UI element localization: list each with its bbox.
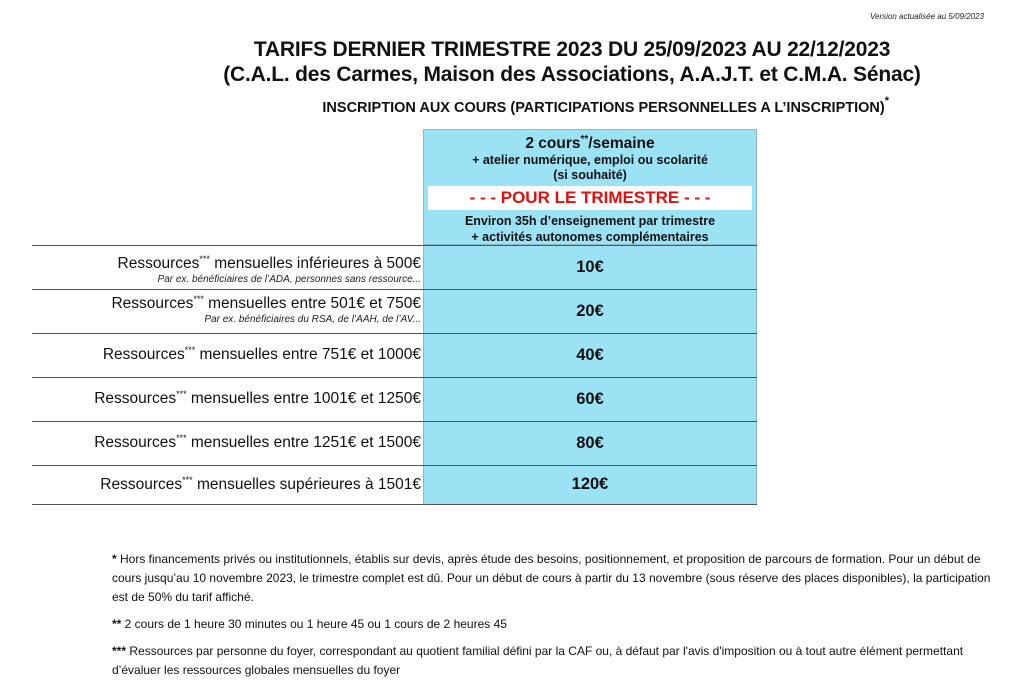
row-price: 80€ xyxy=(423,422,757,465)
row-label: Ressources*** mensuelles entre 501€ et 750€ Par ex. bénéficiaires du RSA, de l’AAH, de l’AV... xyxy=(111,294,421,325)
footnote: ** 2 cours de 1 heure 30 minutes ou 1 heure 45 ou 1 cours de 2 heures 45 xyxy=(112,617,507,631)
row-label: Ressources*** mensuelles supérieures à 1501€ xyxy=(100,475,421,494)
table-row xyxy=(32,334,757,378)
column-header-sub2: (si souhaité) xyxy=(553,168,627,182)
row-price: 120€ xyxy=(423,466,757,504)
main-title: TARIFS DERNIER TRIMESTRE 2023 DU 25/09/2023 AU 22/12/2023 xyxy=(253,38,891,61)
column-header xyxy=(423,129,757,245)
column-header-sub3: Environ 35h d’enseignement par trimestre xyxy=(464,214,716,228)
footnote: * Hors financements privés ou institutionnels, établis sur devis, après étude des besoins, positionnement, et proposition de parcours de formation. Pour un début de cours jusqu’au 10 novembre 2023, le trimestre complet est dû. Pour un début de cours à partir du 13 novembre (sous réserve des places disponibles), la participation est de 50% du tarif affiché. xyxy=(112,552,991,604)
version-note: Version actualisée au 5/09/2023 xyxy=(869,12,984,21)
section-title: INSCRIPTION AUX COURS (PARTICIPATIONS PERSONNELLES A L’INSCRIPTION)* xyxy=(322,95,889,116)
row-label: Ressources*** mensuelles entre 1001€ et 1250€ xyxy=(94,389,421,408)
column-header-sub1: + atelier numérique, emploi ou scolarité xyxy=(472,153,708,167)
trimester-band: - - - POUR LE TRIMESTRE - - - xyxy=(428,186,752,210)
row-label: Ressources*** mensuelles entre 751€ et 1000€ xyxy=(102,345,421,364)
row-price: 40€ xyxy=(423,334,757,377)
table-row xyxy=(32,290,757,334)
table-row xyxy=(32,245,757,290)
table-row xyxy=(32,422,757,466)
row-price: 10€ xyxy=(423,246,757,289)
row-sublabel: Par ex. bénéficiaires du RSA, de l’AAH, de l’AV... xyxy=(204,314,421,325)
row-price: 20€ xyxy=(423,290,757,333)
column-header-sub4: + activités autonomes complémentaires xyxy=(471,230,709,244)
footnote: *** Ressources par personne du foyer, correspondant au quotient familial défini par la CAF ou, à défaut par l'avis d'imposition ou à tout autre élément permettant d’évaluer les ressources globales mensuelles du foyer xyxy=(112,644,964,677)
sub-title: (C.A.L. des Carmes, Maison des Associations, A.A.J.T. et C.M.A. Sénac) xyxy=(223,63,921,86)
row-price: 60€ xyxy=(423,378,757,421)
column-header-title: 2 cours**/semaine xyxy=(525,134,655,153)
row-label: Ressources*** mensuelles entre 1251€ et 1500€ xyxy=(94,433,421,452)
footnotes xyxy=(112,550,992,688)
table-row xyxy=(32,378,757,422)
table-row xyxy=(32,466,757,505)
row-sublabel: Par ex. bénéficiaires de l’ADA, personnes sans ressource... xyxy=(157,274,421,285)
tariff-table xyxy=(32,245,757,505)
row-label: Ressources*** mensuelles inférieures à 500€ Par ex. bénéficiaires de l’ADA, personnes sans ressource... xyxy=(117,254,421,285)
